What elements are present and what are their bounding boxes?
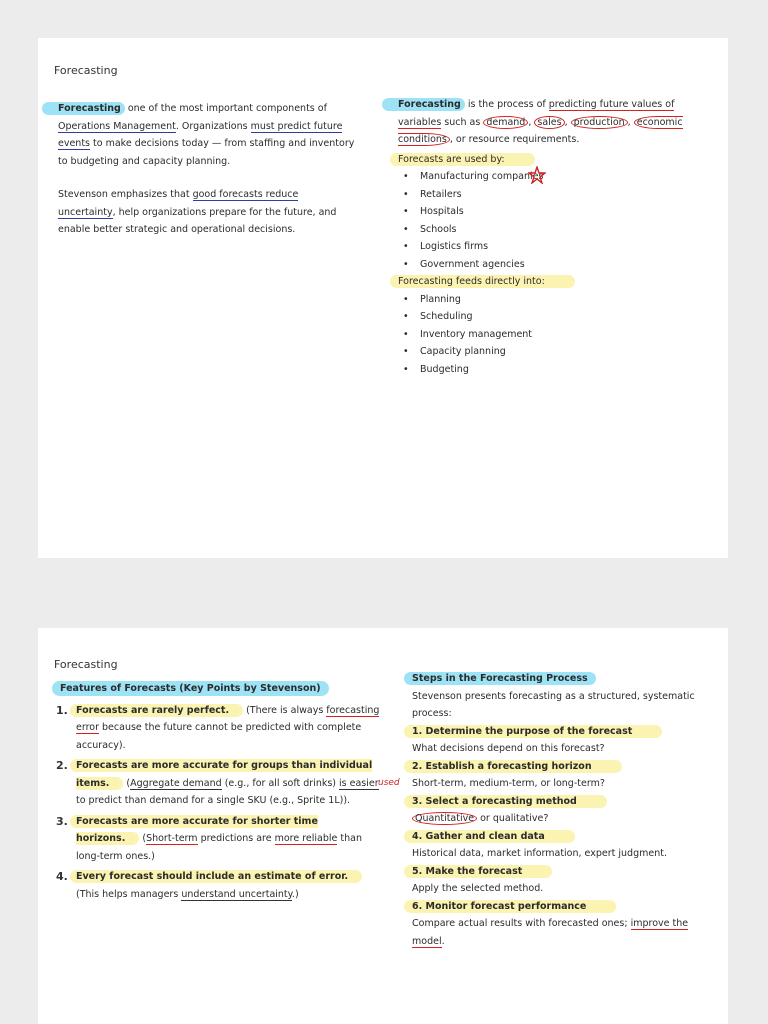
list-item: • Capacity planning [398,343,708,361]
step-item: 5. Make the forecast Apply the selected method. [412,863,712,898]
stevenson-paragraph: Stevenson emphasizes that good forecasts reduce uncertainty, help organizations prepare for the future, and enable better strategic and operational decisions. [58,189,337,235]
highlight-term: Forecasting [42,102,125,115]
margin-note: used [378,778,400,788]
page-title: Forecasting [54,658,118,671]
features-column [52,680,382,906]
steps-heading: Steps in the Forecasting Process [404,672,596,685]
list-item: • Planning [398,291,708,309]
step-item: 4. Gather and clean data Historical data, market information, expert judgment. [412,828,712,863]
features-heading: Features of Forecasts (Key Points by Stevenson) [52,681,329,696]
list-item: • Inventory management [398,326,708,344]
notes-page-1 [38,38,728,558]
list-item: • Hospitals [398,203,708,221]
feeds-heading: Forecasting feeds directly into: [390,275,575,288]
feature-item: 2. Forecasts are more accurate for groups than individual items. (Aggregate demand (e.g., for all soft drinks) is easier to predict than demand for a single SKU (e.g., Sprite 1L)). [56,759,379,806]
list-item: • Government agencies [398,256,708,274]
feeds-list [398,291,708,379]
list-item: • Scheduling [398,308,708,326]
left-column [58,100,358,239]
right-column [398,96,708,378]
step-item: 6. Monitor forecast performance Compare actual results with forecasted ones; improve the model. [412,898,712,951]
used-by-list [398,168,708,273]
step-item: 2. Establish a forecasting horizon Short-term, medium-term, or long-term? [412,758,712,793]
intro-paragraph: Forecasting one of the most important components of Operations Management. Organizations must predict future events to make decisions today — from staffing and inventory to budgeting and capacity planning. [58,100,358,170]
steps-intro: Stevenson presents forecasting as a structured, systematic process: [412,690,695,719]
used-by-heading: Forecasts are used by: [390,153,535,166]
star-annotation-icon [528,166,546,184]
list-item: • Schools [398,221,708,239]
list-item: • Retailers [398,186,708,204]
step-item: 3. Select a forecasting method Quantitative or qualitative? [412,793,712,828]
steps-column [412,670,712,950]
feature-item: 3. Forecasts are more accurate for shorter time horizons. (Short-term predictions are more reliable than long-term ones.) [56,814,363,862]
notes-page-2 [38,628,728,1024]
feature-item: 1. Forecasts are rarely perfect. (There is always forecasting error because the future cannot be predicted with complete accuracy). [56,703,380,751]
features-list [52,702,382,904]
list-item: • Manufacturing companies [398,168,708,186]
definition-paragraph: Forecasting is the process of predicting future values of variables such as demand , sales , production , economic conditions , or resource requirements. [398,96,708,149]
feature-item: 4. Every forecast should include an estimate of error. (This helps managers understand uncertainty.) [52,868,382,903]
list-item: • Logistics firms [398,238,708,256]
step-item: 1. Determine the purpose of the forecast What decisions depend on this forecast? [412,723,712,758]
page-title: Forecasting [54,64,118,77]
list-item: • Budgeting [398,361,708,379]
